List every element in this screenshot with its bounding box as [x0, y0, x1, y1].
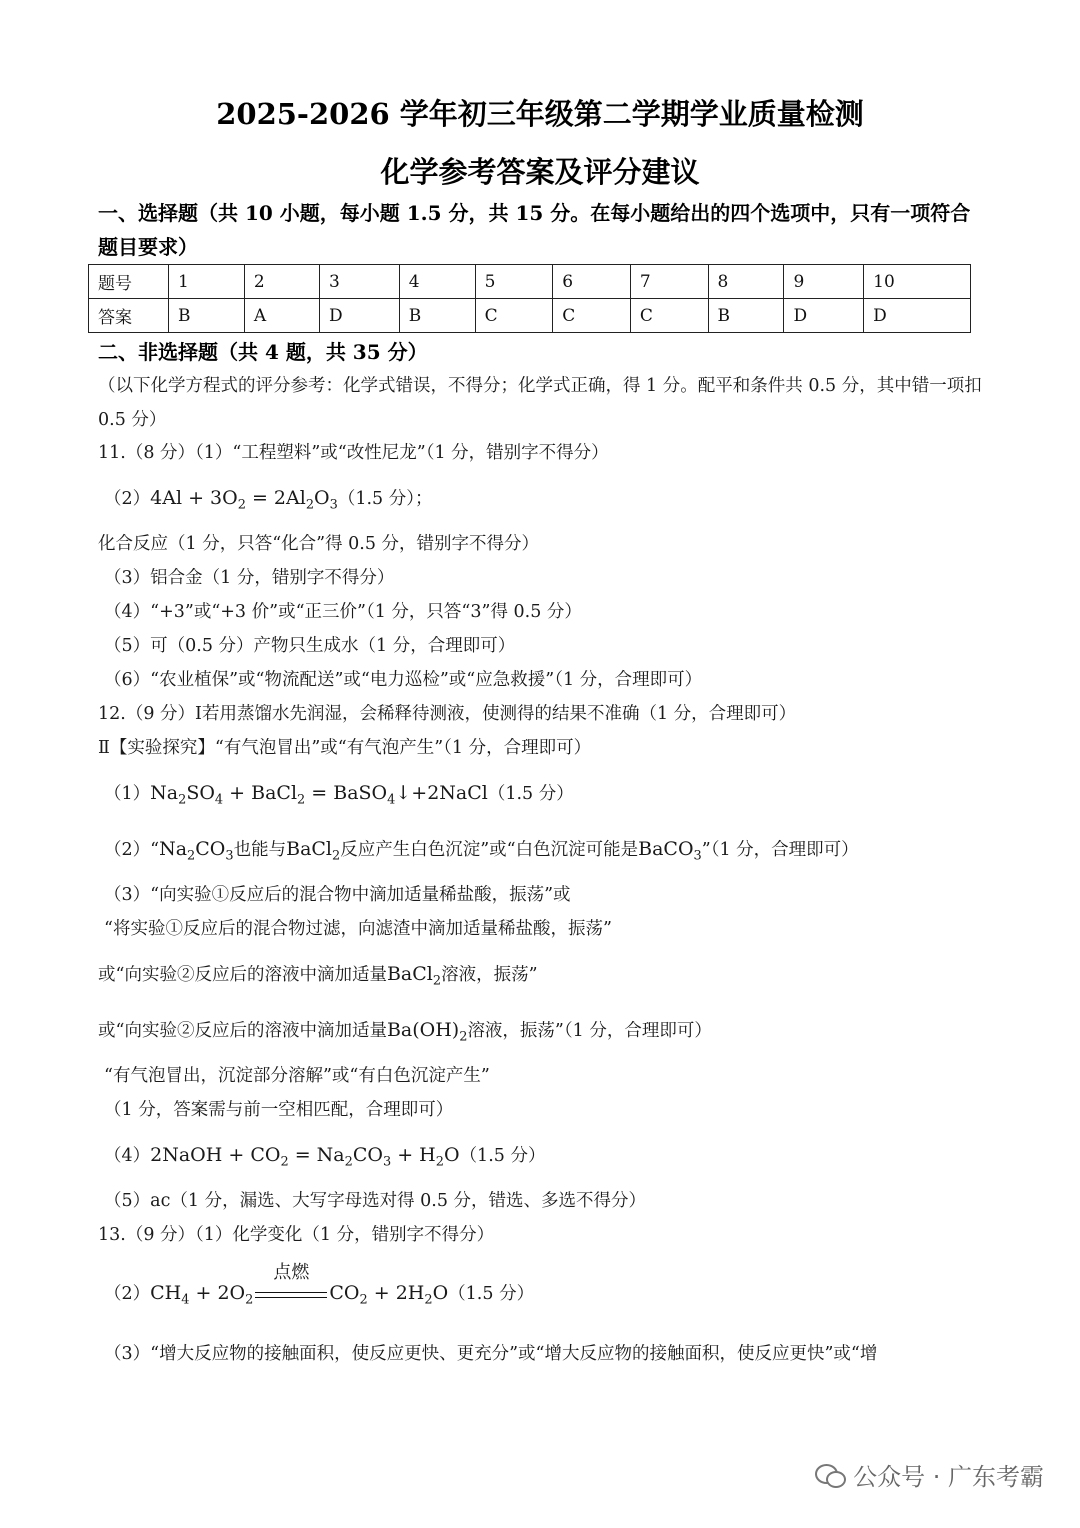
- q11-line-7: （6）“农业植保”或“物流配送”或“电力巡检”或“应急救援”（1 分，合理即可）: [104, 670, 703, 690]
- q11-line-2: $(2)4Al + 3O_2 = 2Al_2O_3(1.5$ 分）；: [104, 487, 433, 513]
- equation-al-o2: $4Al + 3O_2 = 2Al_2O_3$: [150, 487, 338, 513]
- q12-line-11: （4）2NaOH + $CO_2 = Na_2CO_3 + H_2O(1.5$ 分）: [104, 1144, 546, 1170]
- q12-line-8: 或“向实验②反应后的溶液中滴加适量$Ba(OH)_2$溶液，振荡”（1 分，合理即可）: [98, 1019, 712, 1045]
- q13-line-1: 13.（9 分）（1）化学变化（1 分，错别字不得分）: [98, 1225, 495, 1245]
- q12-line-3: $(1)Na_2SO_4$ + BaCl$_2$ = BaSO$_4$↓+2NaCl（1.5 分）: [104, 782, 574, 808]
- table-cell: D: [864, 299, 971, 333]
- table-cell: D: [320, 299, 400, 333]
- document-title: 2025-2026 学年初三年级第二学期学业质量检测: [216, 97, 864, 131]
- table-cell: A: [244, 299, 319, 333]
- table-cell: 3: [320, 265, 400, 299]
- q13-line-3: （3）“增大反应物的接触面积，使反应更快、更充分”或“增大反应物的接触面积，使反应更快”或“增: [104, 1344, 878, 1364]
- table-cell: 7: [630, 265, 708, 299]
- table-cell: 2: [244, 265, 319, 299]
- table-cell: C: [475, 299, 553, 333]
- q11-line-3: 化合反应（1 分，只答“化合”得 0.5 分，错别字不得分）: [98, 534, 540, 554]
- table-cell: 4: [399, 265, 475, 299]
- table-cell: 9: [784, 265, 864, 299]
- section-1-heading: 一、选择题（共 10 小题，每小题 1.5 分，共 15 分。在每小题给出的四个选项中，只有一项符合题目要求）: [98, 201, 971, 259]
- row-label: 题号: [89, 265, 169, 299]
- table-row: [89, 265, 971, 299]
- q12-line-5: （3）“向实验①反应后的混合物中滴加适量稀盐酸，振荡”或: [104, 885, 571, 905]
- table-cell: B: [169, 299, 245, 333]
- q11-line-1: 11.（8 分）（1）“工程塑料”或“改性尼龙”（1 分，错别字不得分）: [98, 443, 609, 463]
- q12-line-10: （1 分，答案需与前一空相匹配，合理即可）: [104, 1100, 454, 1120]
- table-cell: D: [784, 299, 864, 333]
- watermark: [815, 1457, 1044, 1492]
- table-cell: B: [708, 299, 784, 333]
- watermark-text: 公众号 · 广东考霸: [853, 1463, 1044, 1491]
- wechat-icon: [815, 1462, 845, 1488]
- q11-line-4: （3）铝合金（1 分，错别字不得分）: [104, 568, 395, 588]
- equation-ch4-combustion: $CH_4 + 2O_2$ 点燃 $CO_2 + 2H_2O$: [150, 1262, 449, 1308]
- q12-line-6: “将实验①反应后的混合物过滤，向滤渣中滴加适量稀盐酸，振荡”: [104, 919, 612, 939]
- table-cell: C: [553, 299, 631, 333]
- table-cell: 6: [553, 265, 631, 299]
- q13-line-2: $(2)CH_4 + 2O_2$ 点燃 $CO_2 + 2H_2O(1.5$ 分）: [104, 1262, 535, 1308]
- answer-table: [88, 264, 971, 333]
- section-2-heading: 二、非选择题（共 4 题，共 35 分）: [98, 340, 428, 364]
- equation-na2so4-bacl2: $Na_2SO_4$ + BaCl$_2$ = BaSO$_4$↓+2NaCl: [150, 782, 488, 808]
- table-cell: C: [630, 299, 708, 333]
- q12-line-4: $(2)“Na_2CO_3$也能与BaCl$_2$反应产生白色沉淀”或“白色沉淀可能是BaCO$_3$”（1 分，合理即可）: [104, 838, 859, 864]
- q12-line-1: 12.（9 分）Ⅰ若用蒸馏水先润湿，会稀释待测液，使测得的结果不准确（1 分，合理即可）: [98, 704, 797, 724]
- table-cell: 10: [864, 265, 971, 299]
- q12-line-2: Ⅱ【实验探究】“有气泡冒出”或“有气泡产生”（1 分，合理即可）: [98, 738, 592, 758]
- equation-naoh-co2: 2NaOH + $CO_2 = Na_2CO_3 + H_2O$: [150, 1144, 460, 1170]
- q12-line-12: （5）ac（1 分，漏选、大写字母选对得 0.5 分，错选、多选不得分）: [104, 1191, 647, 1211]
- table-cell: 8: [708, 265, 784, 299]
- q12-line-9: “有气泡冒出，沉淀部分溶解”或“有白色沉淀产生”: [104, 1066, 490, 1086]
- document-subtitle: 化学参考答案及评分建议: [380, 155, 700, 189]
- q11-line-5: （4）“+3”或“+3 价”或“正三价”（1 分，只答“3”得 0.5 分）: [104, 602, 582, 622]
- q11-line-6: （5）可（0.5 分）产物只生成水（1 分，合理即可）: [104, 636, 516, 656]
- table-cell: 1: [169, 265, 245, 299]
- reaction-condition-arrow: 点燃: [255, 1284, 327, 1304]
- row-label: 答案: [89, 299, 169, 333]
- table-row: [89, 299, 971, 333]
- table-cell: 5: [475, 265, 553, 299]
- table-cell: B: [399, 299, 475, 333]
- q12-line-7: 或“向实验②反应后的溶液中滴加适量BaCl$_2$溶液，振荡”: [98, 963, 538, 989]
- scoring-note: （以下化学方程式的评分参考：化学式错误，不得分；化学式正确，得 1 分。配平和条件共 0.5 分，其中错一项扣 0.5 分）: [98, 376, 982, 430]
